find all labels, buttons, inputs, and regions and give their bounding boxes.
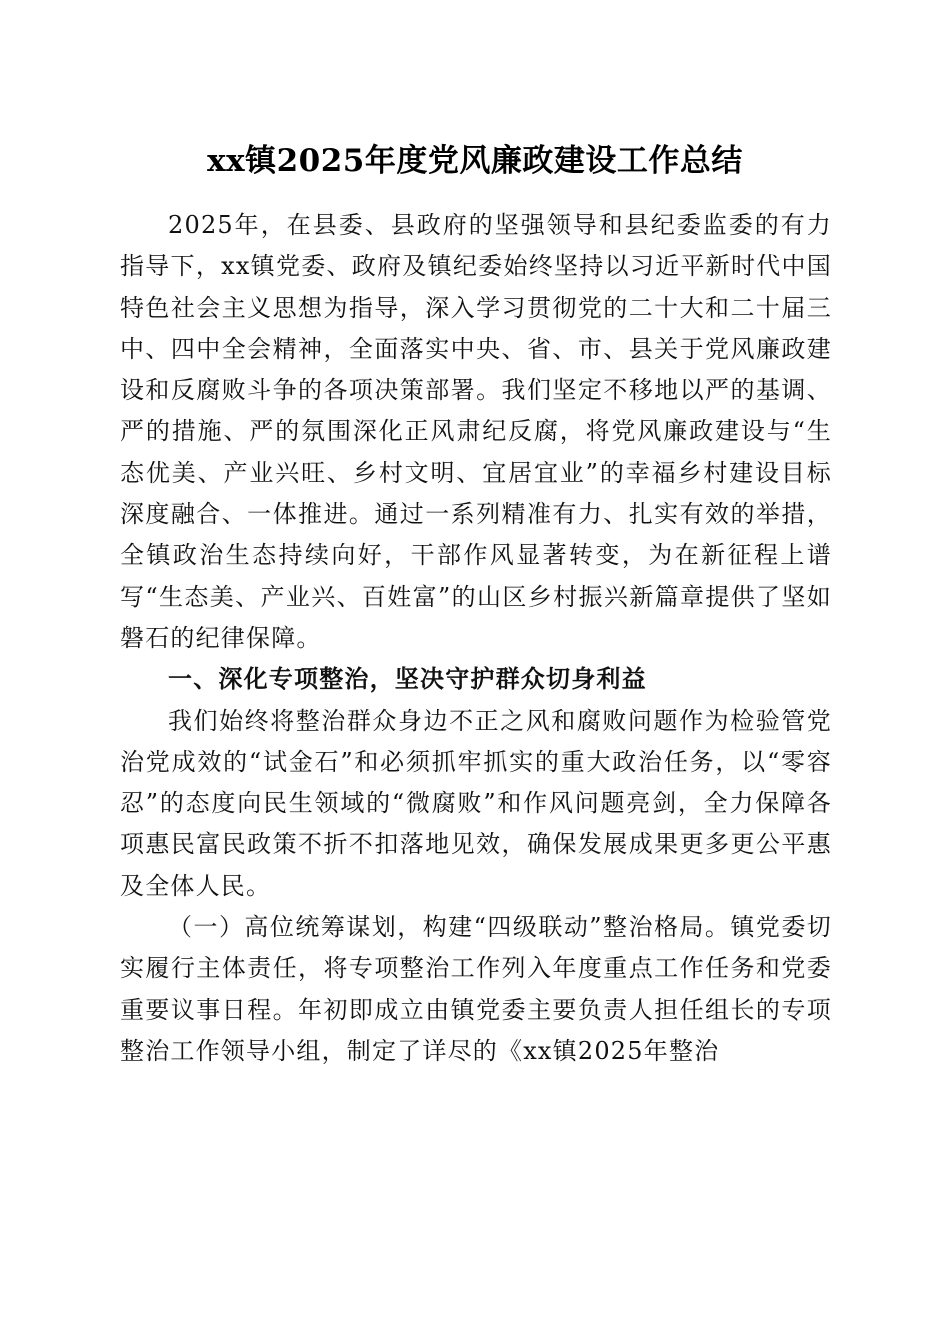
document-title: xx镇2025年度党风廉政建设工作总结 <box>207 143 743 179</box>
document-body <box>120 205 832 1072</box>
section-paragraph: 我们始终将整治群众身边不正之风和腐败问题作为检验管党治党成效的“试金石”和必须抓牢抓实的重大政治任务，以“零容忍”的态度向民生领域的“微腐败”和作风问题亮剑，全力保障各项惠民富民政策不折不扣落地见效，确保发展成果更多更公平惠及全体人民。 <box>120 706 832 900</box>
intro-paragraph: 2025年，在县委、县政府的坚强领导和县纪委监委的有力指导下，xx镇党委、政府及镇纪委始终坚持以习近平新时代中国特色社会主义思想为指导，深入学习贯彻党的二十大和二十届三中、四中全会精神，全面落实中央、省、市、县关于党风廉政建设和反腐败斗争的各项决策部署。我们坚定不移地以严的基调、严的措施、严的氛围深化正风肃纪反腐，将党风廉政建设与“生态优美、产业兴旺、乡村文明、宜居宜业”的幸福乡村建设目标深度融合、一体推进。通过一系列精准有力、扎实有效的举措，全镇政治生态持续向好，干部作风显著转变，为在新征程上谱写“生态美、产业兴、百姓富”的山区乡村振兴新篇章提供了坚如磐石的纪律保障。 <box>120 211 832 652</box>
section-heading: 一、深化专项整治，坚决守护群众切身利益 <box>168 665 647 694</box>
subsection-paragraph: （一）高位统筹谋划，构建“四级联动”整治格局。镇党委切实履行主体责任，将专项整治工作列入年度重点工作任务和党委重要议事日程。年初即成立由镇党委主要负责人担任组长的专项整治工作领导小组，制定了详尽的《xx镇2025年整治 <box>120 913 832 1065</box>
